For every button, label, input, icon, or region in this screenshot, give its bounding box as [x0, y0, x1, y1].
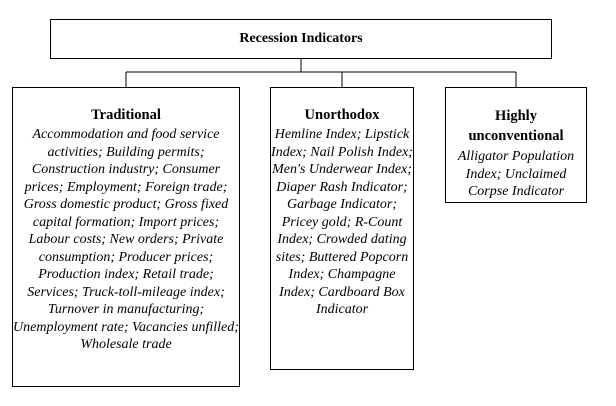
- unorthodox-title: Unorthodox: [304, 107, 380, 123]
- root-title: Recession Indicators: [239, 31, 363, 46]
- traditional-items: Accommodation and food service activities; Building permits; Construction industry; Consumer prices; Employment; Foreign trade; Gross domestic product; Gross fixed capital formation; Import prices; Labour costs; New orders; Private consumption; Producer prices; Production index; Retail trade; Services; Truck-toll-mileage index; Turnover in manufacturing; Unemployment rate; Vacancies unfilled; Wholesale trade: [13, 127, 239, 352]
- unorthodox-items: Hemline Index; Lipstick Index; Nail Polish Index; Men's Underwear Index; Diaper Rash Indicator; Garbage Indicator; Pricey gold; R-Count Index; Crowded dating sites; Buttered Popcorn Index; Champagne Index; Cardboard Box Indicator: [271, 127, 413, 317]
- highly-unconventional-items: Alligator Population Index; Unclaimed Corpse Indicator: [457, 149, 575, 199]
- root-node: [50, 19, 552, 59]
- traditional-node: [12, 87, 240, 387]
- traditional-title: Traditional: [91, 107, 161, 123]
- highly-unconventional-node: [445, 87, 587, 203]
- unorthodox-node: [270, 87, 414, 370]
- highly-unconventional-title: Highly unconventional: [468, 108, 564, 144]
